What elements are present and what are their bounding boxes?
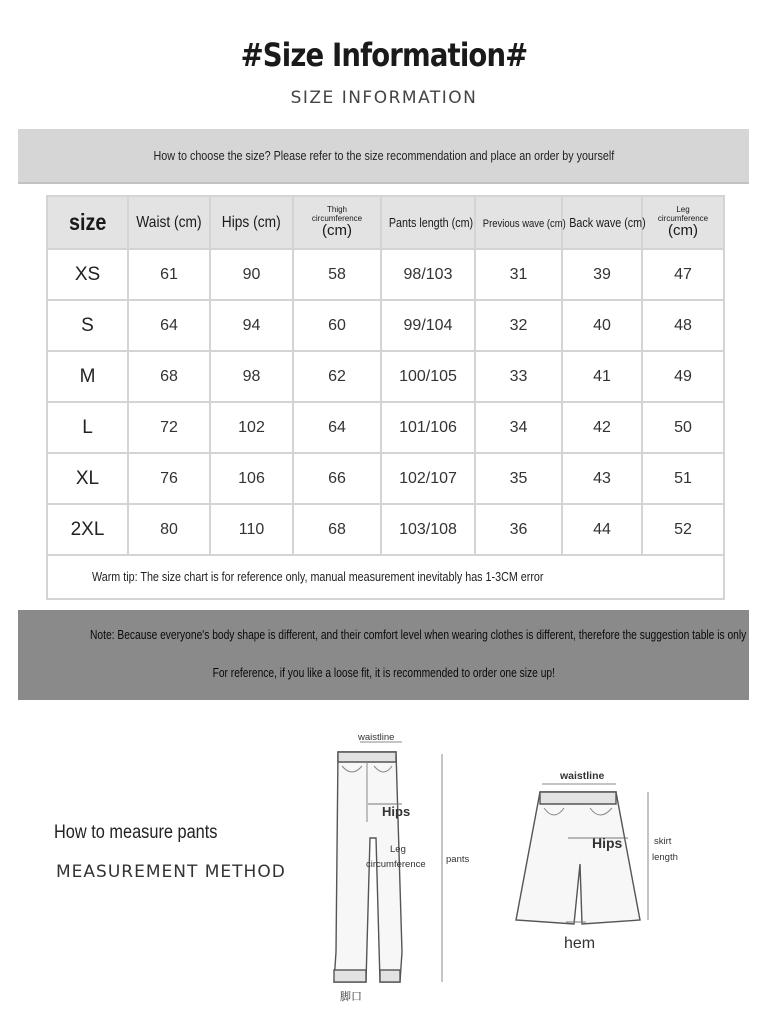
- cell-waist: 68: [128, 351, 210, 402]
- cell-waist: 72: [128, 402, 210, 453]
- cell-back-wave: 41: [562, 351, 642, 402]
- tip-cell: [47, 555, 724, 599]
- cell-thigh: 62: [293, 351, 381, 402]
- size-table: [46, 195, 725, 600]
- cell-hips: 102: [210, 402, 293, 453]
- note-banner: [18, 610, 749, 700]
- pants-hips-label: Hips: [382, 804, 411, 819]
- header-previous-wave: Previous wave (cm): [475, 196, 562, 249]
- header-pants-length: Pants length (cm): [381, 196, 475, 249]
- skirt-diagram: [508, 764, 688, 954]
- cell-thigh: 60: [293, 300, 381, 351]
- cell-thigh: 64: [293, 402, 381, 453]
- table-row: [47, 300, 724, 351]
- cell-hips: 110: [210, 504, 293, 555]
- tip-row: [47, 555, 724, 599]
- measure-title: How to measure pants: [54, 822, 218, 843]
- cell-size: L: [47, 402, 128, 453]
- header-waist: Waist (cm): [128, 196, 210, 249]
- cell-leg: 50: [642, 402, 724, 453]
- table-row: [47, 249, 724, 300]
- cell-previous-wave: 31: [475, 249, 562, 300]
- cell-back-wave: 43: [562, 453, 642, 504]
- howto-banner-text: How to choose the size? Please refer to the size recommendation and place an order by yourself: [153, 148, 614, 163]
- skirt-outline-icon: [516, 792, 640, 924]
- page-title: #Size Information#: [240, 36, 528, 74]
- cell-back-wave: 42: [562, 402, 642, 453]
- pants-length-label: pants: [446, 854, 470, 865]
- cell-pants-length: 99/104: [381, 300, 475, 351]
- pants-diagram: [320, 726, 480, 1008]
- cell-thigh: 66: [293, 453, 381, 504]
- header-leg: Leg circumference (cm): [642, 196, 724, 249]
- tip-text: Warm tip: The size chart is for reference only, manual measurement inevitably has 1-3CM error: [92, 570, 544, 584]
- cell-previous-wave: 34: [475, 402, 562, 453]
- cell-size: S: [47, 300, 128, 351]
- cell-pants-length: 101/106: [381, 402, 475, 453]
- cell-pants-length: 100/105: [381, 351, 475, 402]
- cell-leg: 52: [642, 504, 724, 555]
- pants-waistline-label: waistline: [358, 732, 395, 743]
- skirt-length-label-bottom: length: [652, 852, 678, 863]
- note-line-2: For reference, if you like a loose fit, it is recommended to order one size up!: [212, 666, 555, 680]
- cell-hips: 90: [210, 249, 293, 300]
- cell-thigh: 68: [293, 504, 381, 555]
- page-subtitle: SIZE INFORMATION: [290, 88, 478, 108]
- cell-leg: 48: [642, 300, 724, 351]
- pants-leg-label-top: Leg: [390, 844, 406, 855]
- cell-pants-length: 102/107: [381, 453, 475, 504]
- header-hips: Hips (cm): [210, 196, 293, 249]
- howto-banner: [18, 129, 749, 184]
- cell-hips: 106: [210, 453, 293, 504]
- cell-pants-length: 98/103: [381, 249, 475, 300]
- cell-previous-wave: 33: [475, 351, 562, 402]
- cell-waist: 80: [128, 504, 210, 555]
- skirt-hem-label: hem: [564, 935, 596, 952]
- pants-leg-label-bottom: circumference: [366, 859, 426, 870]
- table-row: [47, 453, 724, 504]
- cell-hips: 94: [210, 300, 293, 351]
- cell-thigh: 58: [293, 249, 381, 300]
- table-row: [47, 351, 724, 402]
- table-row: [47, 402, 724, 453]
- pants-foot-label: 脚口: [340, 991, 362, 1003]
- header-size: size: [47, 196, 128, 249]
- skirt-hips-label: Hips: [592, 835, 623, 851]
- cell-previous-wave: 36: [475, 504, 562, 555]
- cell-back-wave: 44: [562, 504, 642, 555]
- cell-size: 2XL: [47, 504, 128, 555]
- cell-size: M: [47, 351, 128, 402]
- cell-size: XL: [47, 453, 128, 504]
- cell-leg: 51: [642, 453, 724, 504]
- cell-size: XS: [47, 249, 128, 300]
- measure-subtitle: MEASUREMENT METHOD: [56, 862, 286, 882]
- cell-previous-wave: 35: [475, 453, 562, 504]
- cell-previous-wave: 32: [475, 300, 562, 351]
- cell-leg: 49: [642, 351, 724, 402]
- cell-back-wave: 40: [562, 300, 642, 351]
- cell-leg: 47: [642, 249, 724, 300]
- cell-back-wave: 39: [562, 249, 642, 300]
- skirt-length-label-top: skirt: [654, 836, 672, 847]
- cell-waist: 76: [128, 453, 210, 504]
- header-thigh: Thigh circumference (cm): [293, 196, 381, 249]
- skirt-waistline-label: waistline: [560, 770, 605, 782]
- table-header-row: [47, 196, 724, 249]
- cell-waist: 61: [128, 249, 210, 300]
- cell-hips: 98: [210, 351, 293, 402]
- cell-pants-length: 103/108: [381, 504, 475, 555]
- table-row: [47, 504, 724, 555]
- cell-waist: 64: [128, 300, 210, 351]
- note-line-1: Note: Because everyone's body shape is different, and their comfort level when wearing clothes is different, therefore the suggestion table is only: [90, 628, 747, 642]
- header-back-wave: Back wave (cm): [562, 196, 642, 249]
